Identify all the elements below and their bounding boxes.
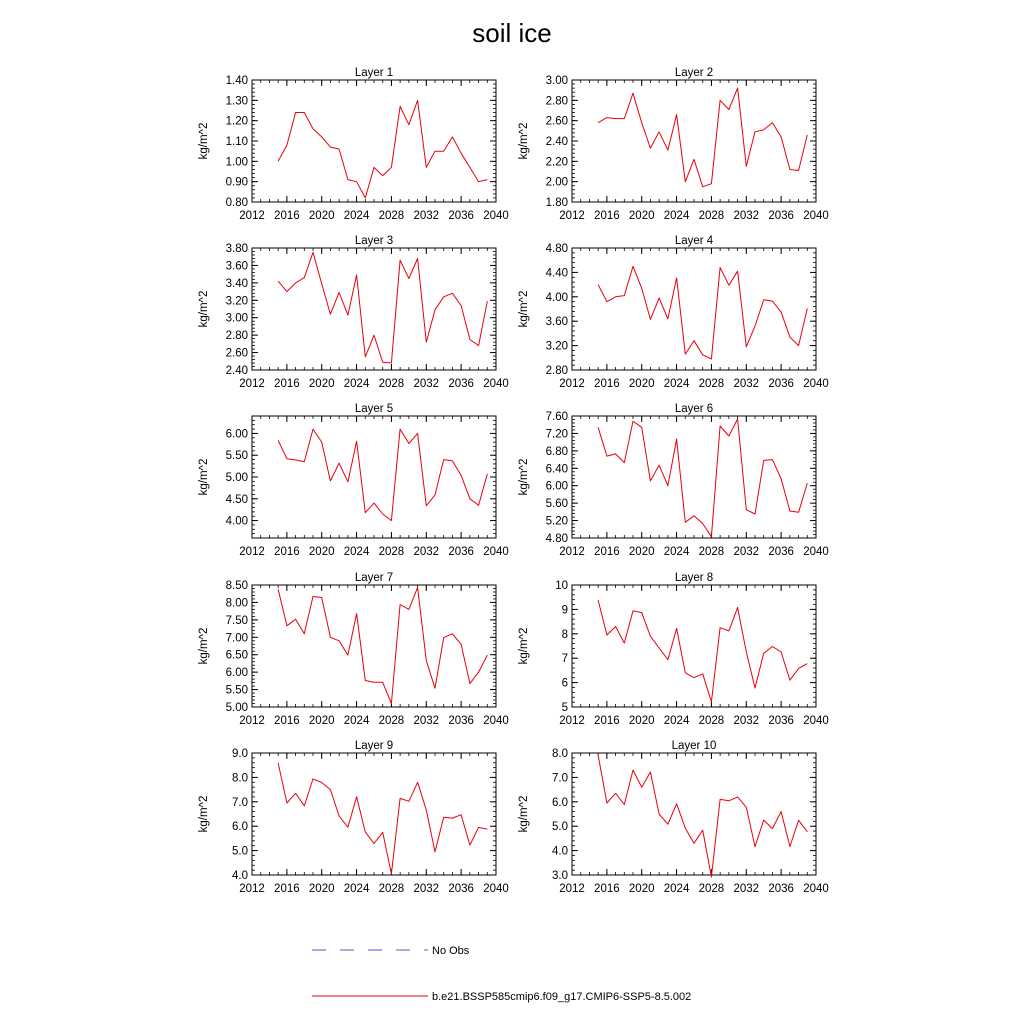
y-tick-label: 4.00 bbox=[225, 515, 248, 528]
y-axis-label: kg/m^2 bbox=[198, 122, 210, 160]
panel-title: Layer 8 bbox=[674, 572, 714, 584]
x-tick-label: 2040 bbox=[803, 546, 829, 558]
y-tick-label: 7.0 bbox=[232, 796, 248, 809]
x-tick-label: 2040 bbox=[483, 378, 509, 390]
y-tick-label: 0.80 bbox=[225, 197, 248, 209]
y-tick-label: 3.0 bbox=[552, 870, 568, 882]
y-tick-label: 2.60 bbox=[225, 347, 248, 360]
plot-frame bbox=[252, 80, 496, 202]
y-tick-label: 2.80 bbox=[225, 330, 248, 343]
y-tick-label: 5.20 bbox=[545, 515, 568, 528]
y-tick-label: 6 bbox=[561, 677, 568, 690]
y-axis-label: kg/m^2 bbox=[518, 290, 530, 328]
panel-title: Layer 6 bbox=[674, 403, 714, 415]
panel-title: Layer 4 bbox=[674, 235, 714, 247]
panel-title: Layer 10 bbox=[671, 740, 717, 752]
series-line bbox=[598, 88, 807, 187]
y-tick-label: 8.0 bbox=[552, 748, 568, 760]
panel-layer-4 bbox=[518, 235, 829, 390]
y-tick-label: 5.60 bbox=[545, 498, 568, 511]
x-tick-label: 2016 bbox=[274, 546, 300, 558]
panel-title: Layer 9 bbox=[354, 740, 394, 752]
x-tick-label: 2028 bbox=[698, 715, 725, 727]
x-tick-label: 2020 bbox=[628, 210, 655, 222]
y-tick-label: 6.80 bbox=[545, 445, 568, 458]
series-line bbox=[598, 419, 807, 537]
x-tick-label: 2040 bbox=[803, 210, 829, 222]
x-tick-label: 2012 bbox=[559, 378, 585, 390]
y-tick-label: 6.40 bbox=[545, 463, 568, 476]
series-line bbox=[278, 429, 487, 520]
y-tick-label: 1.00 bbox=[225, 156, 248, 169]
x-tick-label: 2028 bbox=[698, 378, 725, 390]
x-tick-label: 2016 bbox=[274, 715, 300, 727]
x-tick-label: 2036 bbox=[448, 210, 474, 222]
x-tick-label: 2024 bbox=[343, 546, 370, 558]
x-tick-label: 2012 bbox=[239, 715, 265, 727]
panel-layer-2 bbox=[518, 67, 829, 222]
series-line bbox=[598, 266, 807, 359]
y-tick-label: 4.50 bbox=[225, 493, 248, 506]
x-tick-label: 2012 bbox=[239, 378, 265, 390]
y-tick-label: 4.0 bbox=[552, 845, 568, 858]
x-tick-label: 2012 bbox=[239, 883, 265, 895]
y-tick-label: 4.00 bbox=[545, 291, 568, 304]
x-tick-label: 2024 bbox=[663, 378, 690, 390]
x-tick-label: 2040 bbox=[803, 715, 829, 727]
y-axis-label: kg/m^2 bbox=[198, 458, 210, 496]
x-tick-label: 2012 bbox=[239, 546, 265, 558]
panel-layer-5 bbox=[198, 403, 509, 558]
series-line bbox=[278, 252, 487, 363]
x-tick-label: 2016 bbox=[594, 883, 620, 895]
x-tick-label: 2016 bbox=[274, 210, 300, 222]
x-tick-label: 2032 bbox=[413, 883, 440, 895]
x-tick-label: 2020 bbox=[628, 715, 655, 727]
x-tick-label: 2016 bbox=[594, 378, 620, 390]
x-tick-label: 2024 bbox=[663, 210, 690, 222]
legend bbox=[312, 945, 691, 1003]
y-tick-label: 1.40 bbox=[225, 75, 248, 87]
panel-title: Layer 3 bbox=[354, 235, 394, 247]
y-tick-label: 5.50 bbox=[225, 684, 248, 697]
panel-title: Layer 7 bbox=[354, 572, 394, 584]
y-tick-label: 8 bbox=[561, 628, 568, 641]
y-axis-label: kg/m^2 bbox=[518, 627, 530, 665]
panel-layer-6 bbox=[518, 403, 829, 558]
x-tick-label: 2036 bbox=[448, 883, 474, 895]
y-tick-label: 1.20 bbox=[225, 115, 248, 128]
x-tick-label: 2028 bbox=[378, 210, 405, 222]
y-tick-label: 2.40 bbox=[545, 136, 568, 148]
x-tick-label: 2028 bbox=[698, 883, 725, 895]
panel-layer-3 bbox=[198, 235, 509, 390]
x-tick-label: 2020 bbox=[308, 546, 335, 558]
x-tick-label: 2032 bbox=[733, 546, 760, 558]
x-tick-label: 2032 bbox=[413, 210, 440, 222]
y-tick-label: 2.60 bbox=[545, 115, 568, 128]
y-tick-label: 7 bbox=[561, 653, 568, 666]
plot-frame bbox=[252, 248, 496, 370]
y-tick-label: 9.0 bbox=[232, 748, 248, 760]
x-tick-label: 2036 bbox=[448, 378, 474, 390]
y-tick-label: 3.20 bbox=[545, 340, 568, 353]
x-tick-label: 2016 bbox=[274, 883, 300, 895]
panel-title: Layer 1 bbox=[354, 67, 394, 79]
x-tick-label: 2020 bbox=[308, 210, 335, 222]
legend-label-no-obs: No Obs bbox=[432, 945, 470, 957]
y-axis-label: kg/m^2 bbox=[518, 458, 530, 496]
panel-layer-8 bbox=[518, 572, 829, 727]
x-tick-label: 2024 bbox=[663, 546, 690, 558]
y-tick-label: 6.00 bbox=[225, 428, 248, 441]
x-tick-label: 2036 bbox=[448, 715, 474, 727]
x-tick-label: 2016 bbox=[594, 546, 620, 558]
x-tick-label: 2040 bbox=[483, 210, 509, 222]
y-tick-label: 2.00 bbox=[545, 176, 568, 189]
x-tick-label: 2024 bbox=[343, 210, 370, 222]
y-tick-label: 3.00 bbox=[225, 312, 248, 325]
plot-frame bbox=[252, 753, 496, 875]
y-axis-label: kg/m^2 bbox=[198, 795, 210, 833]
x-tick-label: 2032 bbox=[413, 715, 440, 727]
y-tick-label: 7.0 bbox=[552, 772, 568, 785]
y-tick-label: 5.50 bbox=[225, 450, 248, 463]
x-tick-label: 2020 bbox=[628, 378, 655, 390]
series-line bbox=[278, 587, 487, 703]
series-line bbox=[598, 755, 807, 877]
y-tick-label: 6.0 bbox=[552, 796, 568, 809]
panel-title: Layer 5 bbox=[354, 403, 394, 415]
panel-title: Layer 2 bbox=[674, 67, 714, 79]
x-tick-label: 2040 bbox=[803, 883, 829, 895]
x-tick-label: 2020 bbox=[628, 546, 655, 558]
x-tick-label: 2020 bbox=[308, 883, 335, 895]
x-tick-label: 2036 bbox=[768, 378, 794, 390]
x-tick-label: 2012 bbox=[559, 715, 585, 727]
x-tick-label: 2024 bbox=[343, 378, 370, 390]
y-tick-label: 8.50 bbox=[225, 580, 248, 592]
x-tick-label: 2020 bbox=[628, 883, 655, 895]
y-tick-label: 5.0 bbox=[232, 845, 248, 858]
x-tick-label: 2032 bbox=[413, 378, 440, 390]
y-tick-label: 3.00 bbox=[545, 75, 568, 87]
y-tick-label: 9 bbox=[561, 604, 568, 617]
panel-layer-10 bbox=[518, 740, 829, 895]
y-tick-label: 6.00 bbox=[225, 667, 248, 680]
y-tick-label: 7.60 bbox=[545, 411, 568, 423]
x-tick-label: 2020 bbox=[308, 715, 335, 727]
plot-frame bbox=[252, 585, 496, 707]
figure-title: soil ice bbox=[472, 18, 552, 48]
x-tick-label: 2012 bbox=[559, 546, 585, 558]
x-tick-label: 2028 bbox=[378, 378, 405, 390]
y-tick-label: 1.80 bbox=[545, 197, 568, 209]
y-tick-label: 8.00 bbox=[225, 597, 248, 610]
y-axis-label: kg/m^2 bbox=[518, 795, 530, 833]
legend-label-model: b.e21.BSSP585cmip6.f09_g17.CMIP6-SSP5-8.5.002 bbox=[432, 991, 692, 1003]
y-tick-label: 6.0 bbox=[232, 821, 248, 834]
x-tick-label: 2024 bbox=[663, 883, 690, 895]
plot-frame bbox=[572, 248, 816, 370]
y-tick-label: 6.00 bbox=[545, 480, 568, 493]
x-tick-label: 2036 bbox=[768, 715, 794, 727]
x-tick-label: 2040 bbox=[483, 883, 509, 895]
x-tick-label: 2024 bbox=[343, 883, 370, 895]
y-tick-label: 8.0 bbox=[232, 772, 248, 785]
y-tick-label: 7.00 bbox=[225, 632, 248, 645]
y-tick-label: 7.20 bbox=[545, 428, 568, 441]
y-tick-label: 10 bbox=[555, 580, 568, 592]
y-tick-label: 2.80 bbox=[545, 365, 568, 377]
y-axis-label: kg/m^2 bbox=[518, 122, 530, 160]
y-axis-label: kg/m^2 bbox=[198, 627, 210, 665]
x-tick-label: 2040 bbox=[483, 546, 509, 558]
y-tick-label: 2.80 bbox=[545, 95, 568, 108]
plot-frame bbox=[572, 416, 816, 538]
x-tick-label: 2032 bbox=[733, 210, 760, 222]
y-tick-label: 0.90 bbox=[225, 176, 248, 189]
y-tick-label: 4.80 bbox=[545, 243, 568, 255]
x-tick-label: 2032 bbox=[733, 378, 760, 390]
y-tick-label: 5.0 bbox=[552, 821, 568, 834]
y-tick-label: 4.80 bbox=[545, 533, 568, 545]
x-tick-label: 2028 bbox=[378, 883, 405, 895]
x-tick-label: 2040 bbox=[803, 378, 829, 390]
y-tick-label: 4.40 bbox=[545, 267, 568, 280]
y-tick-label: 1.10 bbox=[225, 136, 248, 148]
y-tick-label: 3.20 bbox=[225, 295, 248, 308]
y-tick-label: 3.80 bbox=[225, 243, 248, 255]
y-tick-label: 2.20 bbox=[545, 156, 568, 169]
plot-frame bbox=[572, 585, 816, 707]
y-tick-label: 4.0 bbox=[232, 870, 248, 882]
y-tick-label: 2.40 bbox=[225, 365, 248, 377]
panel-layer-1 bbox=[198, 67, 509, 222]
x-tick-label: 2028 bbox=[378, 546, 405, 558]
x-tick-label: 2032 bbox=[413, 546, 440, 558]
y-tick-label: 5 bbox=[561, 702, 568, 714]
panel-layer-7 bbox=[198, 572, 509, 727]
x-tick-label: 2024 bbox=[343, 715, 370, 727]
series-line bbox=[278, 763, 487, 874]
x-tick-label: 2028 bbox=[698, 546, 725, 558]
y-tick-label: 3.60 bbox=[225, 260, 248, 273]
x-tick-label: 2036 bbox=[768, 210, 794, 222]
panel-layer-9 bbox=[198, 740, 509, 895]
plot-frame bbox=[572, 80, 816, 202]
x-tick-label: 2016 bbox=[274, 378, 300, 390]
y-tick-label: 3.60 bbox=[545, 316, 568, 329]
x-tick-label: 2028 bbox=[698, 210, 725, 222]
y-tick-label: 3.40 bbox=[225, 277, 248, 290]
y-tick-label: 5.00 bbox=[225, 702, 248, 714]
x-tick-label: 2016 bbox=[594, 715, 620, 727]
x-tick-label: 2028 bbox=[378, 715, 405, 727]
plot-frame bbox=[252, 416, 496, 538]
x-tick-label: 2040 bbox=[483, 715, 509, 727]
y-axis-label: kg/m^2 bbox=[198, 290, 210, 328]
x-tick-label: 2036 bbox=[448, 546, 474, 558]
x-tick-label: 2036 bbox=[768, 546, 794, 558]
x-tick-label: 2036 bbox=[768, 883, 794, 895]
x-tick-label: 2012 bbox=[239, 210, 265, 222]
x-tick-label: 2024 bbox=[663, 715, 690, 727]
x-tick-label: 2032 bbox=[733, 715, 760, 727]
x-tick-label: 2012 bbox=[559, 210, 585, 222]
y-tick-label: 7.50 bbox=[225, 614, 248, 627]
panel-grid bbox=[198, 67, 829, 895]
series-line bbox=[278, 100, 487, 198]
x-tick-label: 2012 bbox=[559, 883, 585, 895]
x-tick-label: 2020 bbox=[308, 378, 335, 390]
y-tick-label: 5.00 bbox=[225, 472, 248, 484]
x-tick-label: 2016 bbox=[594, 210, 620, 222]
y-tick-label: 6.50 bbox=[225, 649, 248, 662]
x-tick-label: 2032 bbox=[733, 883, 760, 895]
y-tick-label: 1.30 bbox=[225, 95, 248, 108]
series-line bbox=[598, 600, 807, 702]
